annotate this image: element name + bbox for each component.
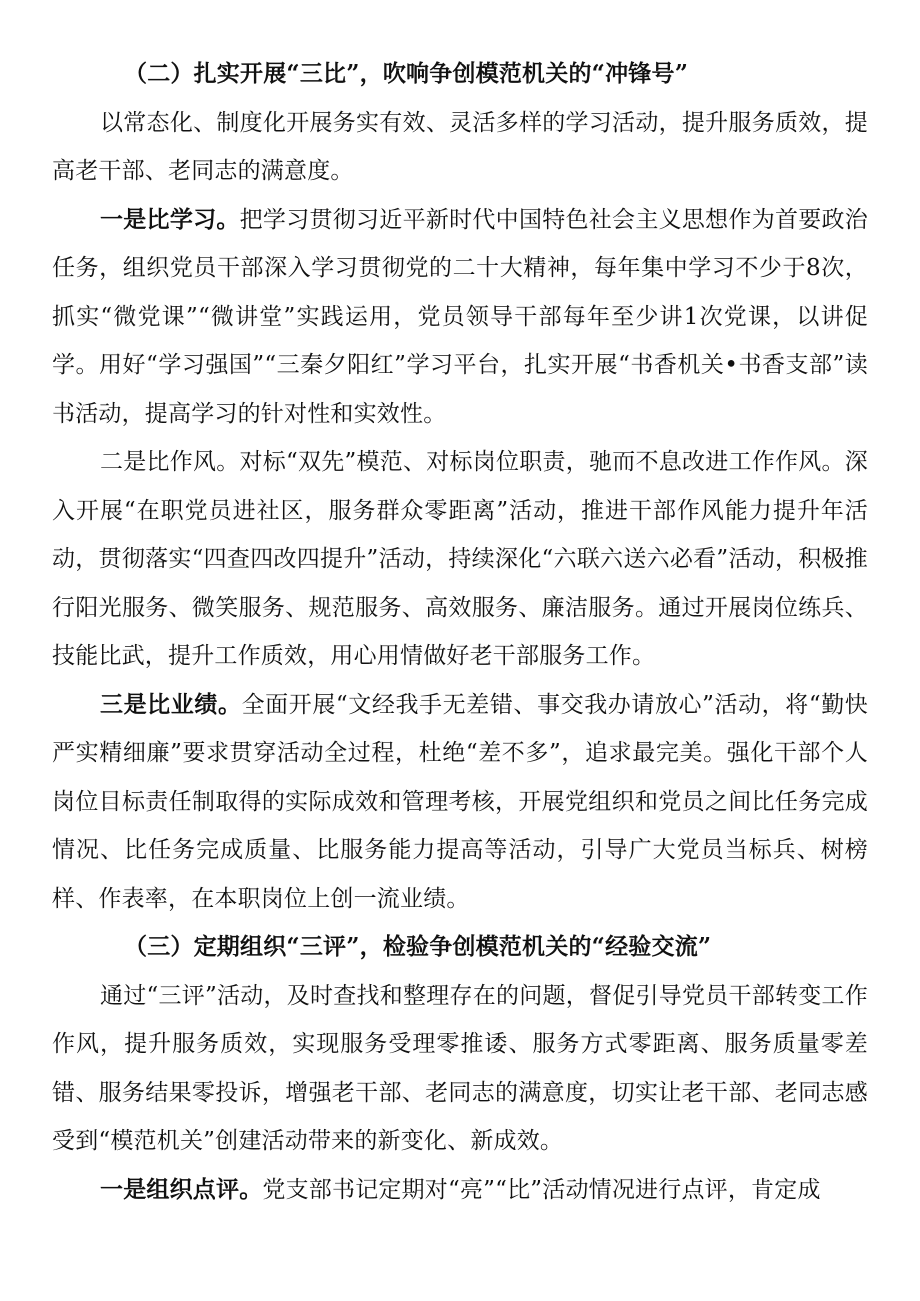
section-two-heading: （二）扎实开展“三比”，吹响争创模范机关的“冲锋号” [124,60,689,87]
section-three-intro: 通过“三评”活动，及时查找和整理存在的问题，督促引导党员干部转变工作作风，提升服务质效，实现服务受理零推诿、服务方式零距离、服务质量零差错、服务结果零投诉，增强老干部、老同志的满意度，切实让老干部、老同志感受到“模范机关”创建活动带来的新变化、新成效。 [52,982,868,1154]
item-organize-review-text: 党支部书记定期对“亮”“比”活动情况进行点评，肯定成 [262,1176,821,1203]
item-compare-study-text: 把学习贯彻习近平新时代中国特色社会主义思想作为首要政治任务，组织党员干部深入学习贯彻党的二十大精神，每年集中学习不少于8次，抓实“微党课”“微讲堂”实践运用，党员领导干部每年至少讲1次党课，以讲促学。用好“学习强国”“三秦夕阳红”学习平台，扎实开展“书香机关•书香支部”读书活动，提高学习的针对性和实效性。 [52,206,868,427]
section-three-heading: （三）定期组织“三评”，检验争创模范机关的“经验交流” [124,933,712,960]
item-compare-study [52,196,868,439]
item-compare-study-lead: 一是比学习。 [100,205,240,233]
item-compare-performance-lead: 三是比业绩。 [100,690,242,718]
item-organize-review-lead: 一是组织点评。 [100,1175,263,1203]
section-two-intro: 以常态化、制度化开展务实有效、灵活多样的学习活动，提升服务质效，提高老干部、老同志的满意度。 [52,109,868,184]
item-compare-performance-text: 全面开展“文经我手无差错、事交我办请放心”活动，将“勤快严实精细廉”要求贯穿活动全过程，杜绝“差不多”，追求最完美。强化干部个人岗位目标责任制取得的实际成效和管理考核，开展党组织和党员之间比任务完成情况、比任务完成质量、比服务能力提高等活动，引导广大党员当标兵、树榜样、作表率，在本职岗位上创一流业绩。 [52,691,869,912]
item-compare-performance [52,681,868,924]
item-compare-style: 二是比作风。对标“双先”模范、对标岗位职责，驰而不息改进工作作风。深入开展“在职党员进社区，服务群众零距离”活动，推进干部作风能力提升年活动，贯彻落实“四查四改四提升”活动，持续深化“六联六送六必看”活动，积极推行阳光服务、微笑服务、规范服务、高效服务、廉洁服务。通过开展岗位练兵、技能比武，提升工作质效，用心用情做好老干部服务工作。 [52,449,868,669]
item-organize-review [52,1166,868,1215]
